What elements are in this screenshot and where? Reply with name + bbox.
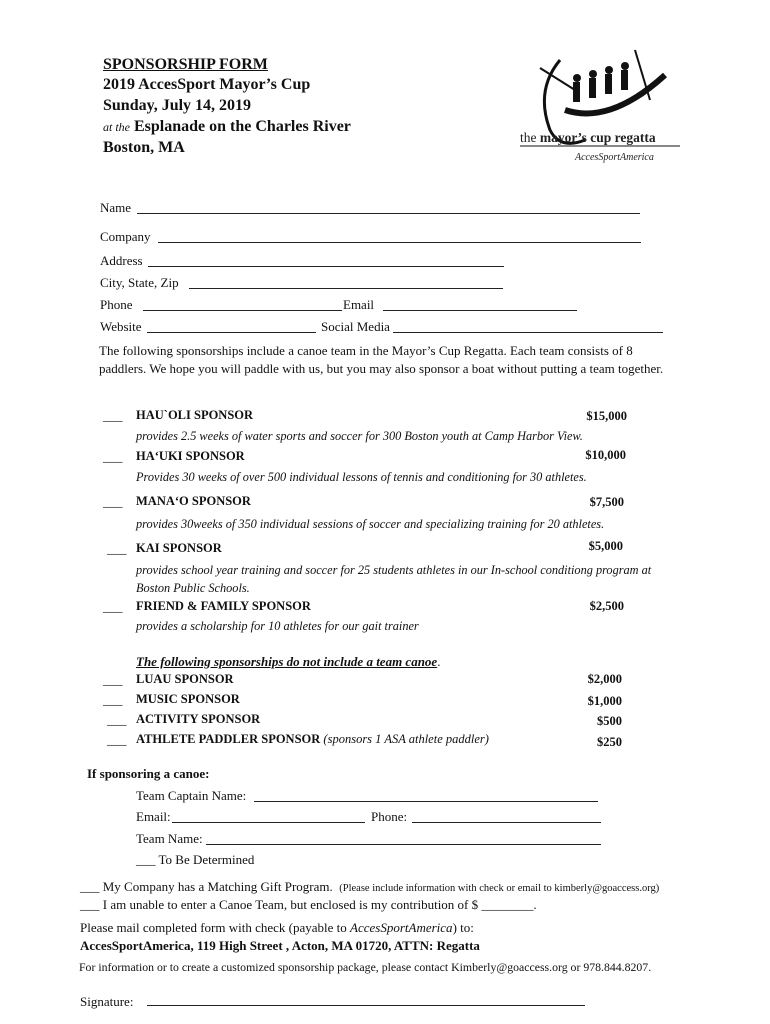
venue-name: Esplanade on the Charles River <box>134 118 351 135</box>
level-checkbox-athlete-paddler[interactable]: ___ <box>107 732 127 747</box>
level-name-kai: KAI SPONSOR <box>136 541 222 555</box>
level-desc-hauoli: provides 2.5 weeks of water sports and soccer for 300 Boston youth at Camp Harbor View. <box>136 429 583 443</box>
level-name-hauki: HA‘UKI SPONSOR <box>136 449 245 463</box>
level-amount-hauki: $10,000 <box>585 448 626 462</box>
no-canoe-heading-text: The following sponsorships do not include a team canoe <box>136 654 438 669</box>
phone-label: Phone <box>100 297 133 312</box>
level-name-activity: ACTIVITY SPONSOR <box>136 712 261 726</box>
company-field[interactable] <box>158 242 641 243</box>
level-name-music: MUSIC SPONSOR <box>136 692 240 706</box>
email-field[interactable] <box>383 310 577 311</box>
captain-label: Team Captain Name: <box>136 788 247 803</box>
level-amount-hauoli: $15,000 <box>586 409 627 423</box>
event-date: Sunday, July 14, 2019 <box>103 97 252 114</box>
level-desc-manao: provides 30weeks of 350 individual sessions of soccer and specializing training for 20 athletes. <box>136 517 605 531</box>
intro-paragraph: The following sponsorships include a canoe team in the Mayor’s Cup Regatta. Each team consists of 8 paddlers. We hope you will paddle with us, but you may also sponsor a boat without putting a team together. <box>99 343 664 376</box>
name-label: Name <box>100 200 132 215</box>
no-canoe-heading: The following sponsorships do not include a team canoe. <box>136 654 441 669</box>
level-desc-friend-family: provides a scholarship for 10 athletes for our gait trainer <box>136 619 419 633</box>
level-desc-hauki: Provides 30 weeks of over 500 individual lessons of tennis and conditioning for 30 athletes. <box>136 470 587 484</box>
tbd-option[interactable]: ___ To Be Determined <box>136 852 255 867</box>
mail-payee: AccesSportAmerica <box>350 920 453 935</box>
level-checkbox-hauoli[interactable]: ___ <box>103 408 123 423</box>
level-name-hauoli: HAU`OLI SPONSOR <box>136 408 254 422</box>
city-state-zip-field[interactable] <box>189 288 503 289</box>
level-amount-music: $1,000 <box>587 694 622 708</box>
level-amount-athlete-paddler: $250 <box>597 735 622 749</box>
level-amount-luau: $2,000 <box>587 672 622 686</box>
event-venue <box>103 118 351 136</box>
contribution-option[interactable]: ___ I am unable to enter a Canoe Team, but enclosed is my contribution of $ ________. <box>80 897 537 912</box>
level-amount-manao: $7,500 <box>589 495 624 509</box>
mail-address: AccesSportAmerica, 119 High Street , Acton, MA 01720, ATTN: Regatta <box>80 938 480 953</box>
signature-label: Signature: <box>80 994 134 1009</box>
level-desc-kai: provides school year training and soccer for 25 students athletes in our In-school conditiong program at Boston Public Schools. <box>136 563 652 595</box>
logo-tagline: AccesSportAmerica <box>575 152 654 163</box>
logo-paddlers <box>573 62 629 102</box>
form-title: SPONSORSHIP FORM <box>103 56 268 73</box>
social-media-label: Social Media <box>321 319 390 334</box>
level-checkbox-manao[interactable]: ___ <box>103 494 123 509</box>
website-label: Website <box>100 319 142 334</box>
level-checkbox-luau[interactable]: ___ <box>103 672 123 687</box>
athlete-paddler-name: ATHLETE PADDLER SPONSOR <box>136 732 321 746</box>
logo-name <box>520 130 656 146</box>
name-field[interactable] <box>137 213 640 214</box>
level-name-manao: MANA‘O SPONSOR <box>136 494 251 508</box>
level-checkbox-music[interactable]: ___ <box>103 692 123 707</box>
level-amount-activity: $500 <box>597 714 622 728</box>
address-field[interactable] <box>148 266 504 267</box>
athlete-paddler-note: (sponsors 1 ASA athlete paddler) <box>323 732 489 746</box>
address-label: Address <box>100 253 143 268</box>
matching-gift-text: ___ My Company has a Matching Gift Program. <box>80 879 333 894</box>
captain-field[interactable] <box>254 801 598 802</box>
company-label: Company <box>100 229 151 244</box>
level-name-luau: LUAU SPONSOR <box>136 672 234 686</box>
matching-gift-note: (Please include information with check or email to kimberly@goaccess.org) <box>339 883 660 894</box>
canoe-section-title: If sponsoring a canoe: <box>87 766 210 781</box>
level-amount-friend-family: $2,500 <box>589 599 624 613</box>
captain-phone-label: Phone: <box>371 809 408 824</box>
level-amount-kai: $5,000 <box>588 539 623 553</box>
level-name-friend-family: FRIEND & FAMILY SPONSOR <box>136 599 311 613</box>
captain-email-field[interactable] <box>172 822 365 823</box>
team-name-field[interactable] <box>206 844 601 845</box>
matching-gift-option[interactable] <box>80 879 659 895</box>
logo-name-main: mayor’s cup regatta <box>539 130 656 145</box>
level-name-athlete-paddler <box>136 732 489 747</box>
event-name: 2019 AccesSport Mayor’s Cup <box>103 76 311 93</box>
contact-info: For information or to create a customized sponsorship package, please contact Kimberly@goaccess.org or 978.844.8207. <box>79 960 652 974</box>
venue-prefix: at the <box>103 120 130 134</box>
captain-email-label: Email: <box>136 809 171 824</box>
team-name-label: Team Name: <box>136 831 203 846</box>
email-label: Email <box>343 297 375 312</box>
level-checkbox-kai[interactable]: ___ <box>107 541 127 556</box>
logo-name-prefix: the <box>520 130 537 145</box>
website-field[interactable] <box>147 332 316 333</box>
social-media-field[interactable] <box>393 332 663 333</box>
captain-phone-field[interactable] <box>412 822 601 823</box>
mail-prefix: Please mail completed form with check (payable to <box>80 920 351 935</box>
level-checkbox-activity[interactable]: ___ <box>107 712 127 727</box>
level-checkbox-hauki[interactable]: ___ <box>103 449 123 464</box>
phone-field[interactable] <box>143 310 342 311</box>
level-checkbox-friend-family[interactable]: ___ <box>103 599 123 614</box>
mail-instructions <box>80 920 474 936</box>
mail-suffix: ) to: <box>452 920 474 935</box>
signature-field[interactable] <box>147 1005 585 1006</box>
city-state-zip-label: City, State, Zip <box>100 275 179 290</box>
event-city: Boston, MA <box>103 139 185 156</box>
